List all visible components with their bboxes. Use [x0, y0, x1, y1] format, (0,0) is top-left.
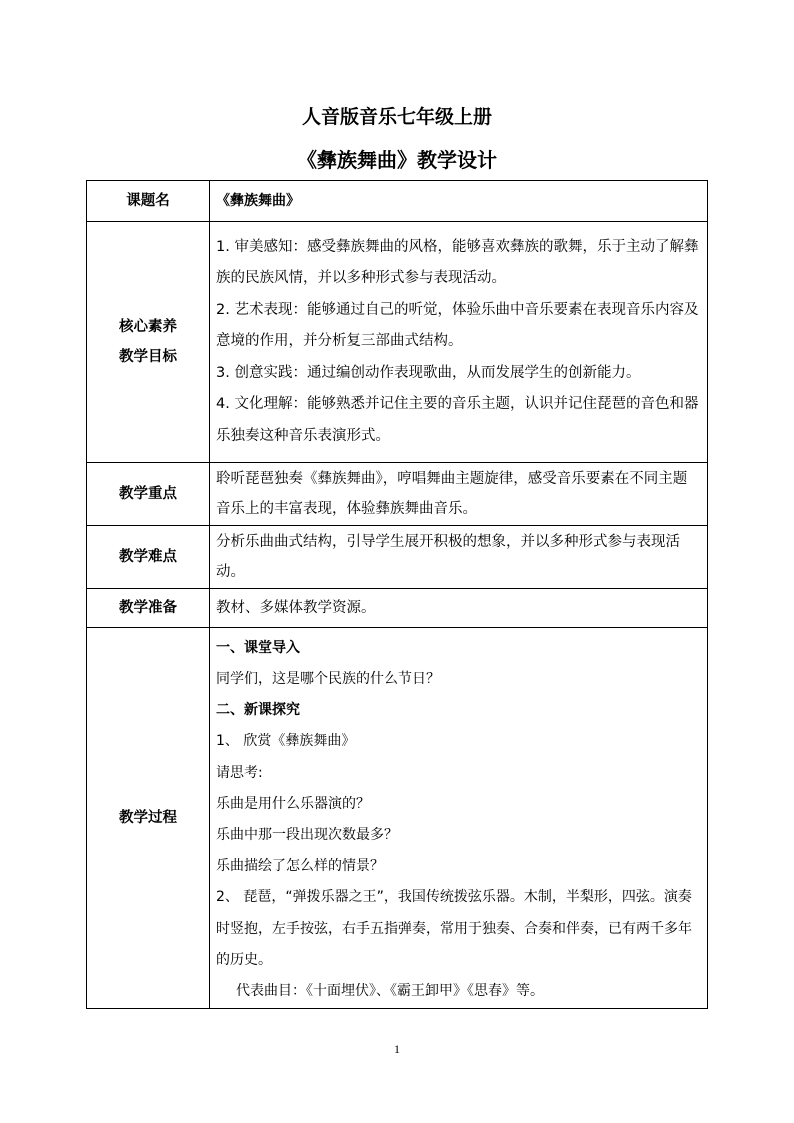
- table-row-topic: [87, 181, 708, 222]
- process-label: 教学过程: [87, 628, 210, 1009]
- prep-label: 教学准备: [87, 589, 210, 628]
- table-row-objectives: [87, 222, 708, 463]
- objective-item: 4. 文化理解：能够熟悉并记住主要的音乐主题，认识并记住琵琶的音色和器乐独奏这种音乐表演形式。: [216, 396, 699, 444]
- objectives-label-line1: 核心素养: [119, 319, 177, 335]
- table-row-prep: [87, 589, 708, 628]
- document-title: 人音版音乐七年级上册: [301, 106, 492, 128]
- question-1: 乐曲是用什么乐器演的？: [216, 795, 370, 812]
- difficulty-value: 分析乐曲曲式结构，引导学生展开积极的想象，并以多种形式参与表现活动。: [210, 526, 708, 589]
- intro-heading: 一、课堂导入: [216, 639, 300, 656]
- prep-value: 教材、多媒体教学资源。: [210, 589, 708, 628]
- question-2: 乐曲中那一段出现次数最多？: [216, 827, 398, 843]
- objective-item: 2. 艺术表现：能够通过自己的听觉，体验乐曲中音乐要素在表现音乐内容及意境的作用，并分析复三部曲式结构。: [216, 301, 699, 350]
- think-prompt: 请思考:: [216, 764, 263, 781]
- focus-value: 聆听琵琶独奏《彝族舞曲》，哼唱舞曲主题旋律，感受音乐要素在不同主题音乐上的丰富表现，体验彝族舞曲音乐。: [210, 463, 708, 526]
- focus-label: 教学重点: [87, 463, 210, 526]
- document-subtitle: 《彝族舞曲》教学设计: [297, 148, 497, 172]
- new-lesson-heading: 二、新课探究: [216, 702, 300, 719]
- objectives-label-line2: 教学目标: [119, 349, 177, 365]
- objective-item: 3. 创意实践：通过编创动作表现歌曲，从而发展学生的创新能力。: [216, 364, 641, 381]
- table-row-process: [87, 628, 708, 1009]
- objectives-label: [87, 222, 210, 463]
- difficulty-label: 教学难点: [87, 526, 210, 589]
- page-number: 1: [394, 1042, 400, 1056]
- intro-text: 同学们，这是哪个民族的什么节日？: [216, 670, 440, 687]
- process-item-2: 2、 琵琶，“弹拨乐器之王”，我国传统拨弦乐器。木制，半梨形，四弦。演奏时竖抱，左手按弦，右手五指弹奏，常用于独奏、合奏和伴奏，已有两千多年的历史。: [216, 889, 692, 968]
- objective-item: 1. 审美感知：感受彝族舞曲的风格，能够喜欢彝族的歌舞，乐于主动了解彝族的民族风情，并以多种形式参与表现活动。: [216, 238, 699, 287]
- table-row-focus: [87, 463, 708, 526]
- table-row-difficulty: [87, 526, 708, 589]
- lesson-plan-table: [86, 180, 708, 1009]
- process-item-1: 1、 欣赏《彝族舞曲》: [216, 733, 356, 750]
- topic-label: 课题名: [87, 181, 210, 222]
- topic-value: 《彝族舞曲》: [210, 181, 708, 222]
- question-3: 乐曲描绘了怎么样的情景？: [216, 858, 384, 875]
- process-content: [210, 628, 708, 1009]
- objectives-content: [210, 222, 708, 463]
- representative-works: 代表曲目：《十面埋伏》、《霸王卸甲》《思春》等。: [236, 983, 544, 1000]
